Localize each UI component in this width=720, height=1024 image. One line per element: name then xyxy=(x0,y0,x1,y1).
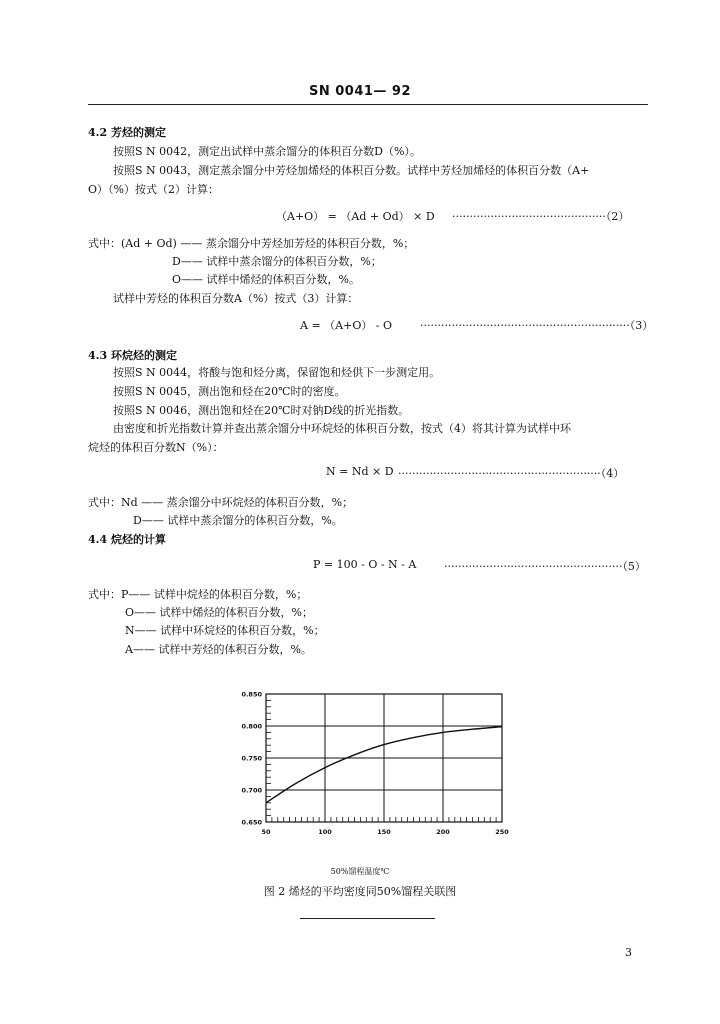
section-4-2-heading: 4.2 芳烃的测定 xyxy=(88,126,166,139)
s42-where-3: O—— 试样中烯烃的体积百分数，%。 xyxy=(172,273,360,286)
s44-where-3: N—— 试样中环烷烃的体积百分数，%； xyxy=(125,624,325,637)
s44-where-1: 式中：P—— 试样中烷烃的体积百分数，%； xyxy=(88,588,308,601)
equation-2: （A+O） = （Ad + Od） × D xyxy=(276,210,435,223)
equation-5: P = 100 - O - N - A xyxy=(313,558,417,571)
page-number: 3 xyxy=(625,946,632,959)
document-code: SN 0041— 92 xyxy=(308,84,412,99)
y-tick-label: 0.700 xyxy=(241,786,262,795)
equation-3-number: ····························································（3） xyxy=(420,319,654,332)
s42-paragraph-2a: 按照S N 0043，测定蒸余馏分中芳烃加烯烃的体积百分数。试样中芳烃加烯烃的体积百分数（A+ xyxy=(113,164,590,177)
s42-where-1: 式中：(Ad + Od) —— 蒸余馏分中芳烃加芳烃的体积百分数，%； xyxy=(88,237,415,250)
x-tick-label: 100 xyxy=(318,828,332,836)
density-chart xyxy=(228,684,524,854)
s43-where-1: 式中：Nd —— 蒸余馏分中环烷烃的体积百分数，%； xyxy=(88,496,354,509)
equation-4: N = Nd × D xyxy=(326,465,394,478)
x-tick-label: 250 xyxy=(495,828,509,836)
y-tick-label: 0.750 xyxy=(241,754,262,763)
s43-paragraph-1: 按照S N 0044，将酸与饱和烃分离，保留饱和烃供下一步测定用。 xyxy=(113,366,441,379)
figure-caption: 图 2 烯烃的平均密度同50%馏程关联图 xyxy=(263,885,457,898)
s42-paragraph-3: 试样中芳烃的体积百分数A（%）按式（3）计算： xyxy=(113,292,359,305)
x-tick-label: 50 xyxy=(261,828,271,836)
s42-paragraph-2b: O）（%）按式（2）计算： xyxy=(88,183,219,196)
x-tick-label: 150 xyxy=(377,828,391,836)
equation-5-number: ···················································（5） xyxy=(444,560,646,573)
s44-where-2: O—— 试样中烯烃的体积百分数，%； xyxy=(125,606,313,619)
equation-4-number: ··························································（4） xyxy=(398,467,625,480)
s43-paragraph-2: 按照S N 0045，测出饱和烃在20℃时的密度。 xyxy=(113,385,346,398)
y-tick-label: 0.850 xyxy=(241,690,262,699)
footer-rule xyxy=(300,918,435,919)
y-tick-label: 0.800 xyxy=(241,722,262,731)
s43-paragraph-4a: 由密度和折光指数计算并查出蒸余馏分中环烷烃的体积百分数，按式（4）将其计算为试样中环 xyxy=(113,422,571,435)
chart-x-label: 50%馏程温度℃ xyxy=(330,867,390,876)
section-4-3-heading: 4.3 环烷烃的测定 xyxy=(88,349,177,362)
s43-paragraph-3: 按照S N 0046，测出饱和烃在20℃时对钠D线的折光指数。 xyxy=(113,404,410,417)
s43-paragraph-4b: 烷烃的体积百分数N（%）： xyxy=(88,441,224,454)
section-4-4-heading: 4.4 烷烃的计算 xyxy=(88,533,166,546)
x-tick-label: 200 xyxy=(436,828,450,836)
equation-2-number: ············································（2） xyxy=(452,210,630,223)
s42-where-2: D—— 试样中蒸余馏分的体积百分数，%； xyxy=(172,255,382,268)
s44-where-4: A—— 试样中芳烃的体积百分数，%。 xyxy=(125,643,312,656)
s43-where-2: D—— 试样中蒸余馏分的体积百分数，%。 xyxy=(133,514,343,527)
header-rule xyxy=(88,104,648,105)
equation-3: A = （A+O） - O xyxy=(300,319,393,332)
s42-paragraph-1: 按照S N 0042，测定出试样中蒸余馏分的体积百分数D（%）。 xyxy=(113,145,421,158)
y-tick-label: 0.650 xyxy=(241,818,262,827)
